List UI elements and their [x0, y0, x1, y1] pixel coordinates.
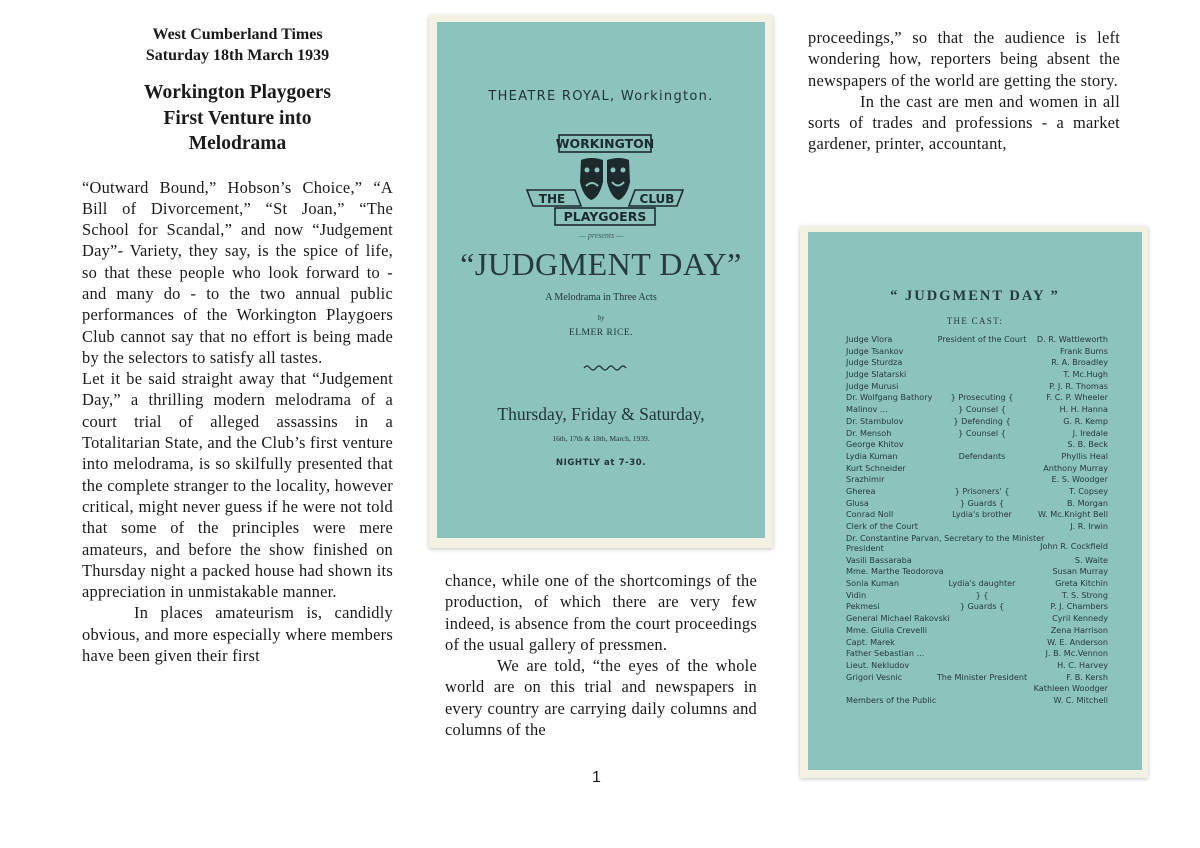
character-name: Kurt Schneider — [846, 462, 906, 473]
headline-line: First Venture into — [163, 107, 312, 129]
character-name: Judge Vlora — [846, 334, 893, 344]
character-name: Vasili Bassaraba — [846, 554, 912, 565]
cast-row — [846, 404, 1108, 416]
cast-row — [846, 625, 1108, 637]
character-role: } Prisoners' { — [954, 485, 1010, 496]
character-name: Lieut. Nekludov — [846, 659, 910, 670]
character-name: Glusa — [846, 497, 869, 508]
author-name: ELMER RICE. — [568, 328, 634, 338]
character-name: Sonia Kuman — [846, 578, 900, 589]
character-name: Judge Sturdza — [846, 357, 903, 368]
character-role: } Guards { — [959, 497, 1005, 508]
programme-cover-card — [437, 22, 765, 538]
cast-row — [846, 369, 1108, 381]
cast-row — [846, 601, 1108, 613]
actor-name: T. Copsey — [1069, 485, 1108, 496]
cast-row — [846, 590, 1108, 602]
character-role: The Minister President — [936, 671, 1028, 682]
cast-row — [846, 613, 1108, 625]
actor-name: D. R. Wattleworth — [1036, 334, 1108, 344]
play-subtitle: A Melodrama in Three Acts — [545, 292, 657, 303]
cast-row — [846, 566, 1108, 578]
cast-row — [846, 357, 1108, 369]
by-label: by — [597, 314, 605, 322]
actor-name: T. Mc.Hugh — [1063, 369, 1108, 380]
character-name: Judge Tsankov — [846, 345, 904, 356]
performance-days: Thursday, Friday & Saturday, — [497, 404, 705, 424]
actor-name: Kathleen Woodger — [1033, 683, 1108, 694]
character-role: } Prosecuting { — [950, 392, 1014, 403]
cast-row — [846, 463, 1108, 475]
character-role: } Guards { — [959, 601, 1005, 612]
character-name: General Michael Rakovski — [846, 613, 950, 624]
actor-name: John R. Cockfield — [1040, 540, 1108, 551]
character-name: Srazhimir — [846, 474, 885, 485]
character-role: } Defending { — [953, 415, 1011, 426]
actor-name: Susan Murray — [1052, 566, 1108, 577]
actor-name: S. B. Beck — [1067, 439, 1108, 450]
cast-row — [846, 672, 1108, 684]
character-name: Grigori Vesnic — [846, 671, 903, 682]
character-name: Dr. Mensoh — [846, 427, 892, 438]
playgoers-club-logo — [525, 132, 685, 236]
cast-row — [846, 695, 1108, 707]
character-role: Defendants — [958, 450, 1006, 461]
actor-name: W. Mc.Knight Bell — [1038, 509, 1108, 520]
cast-row — [846, 637, 1108, 649]
article-paragraph: In the cast are men and women in all sorts of trades and professions - a market gardener, printer, accountant, — [808, 91, 1120, 154]
cast-row — [846, 533, 1108, 555]
article-paragraph: “Outward Bound,” Hobson’s Choice,” “A Bill of Divorcement,” “St Joan,” “The School for Scandal,” and now “Judgement Day”- Variety, they say, is the spice of life, so that these people who look forward to - and many do - to the two annual public performances of the Workington Playgoers Club cannot say that no effort is being made by the selectors to satisfy all tastes. — [82, 177, 393, 367]
cast-row — [846, 439, 1108, 451]
article-paragraph: In places amateurism is, candidly obvious, and more especially where members have been given their first — [82, 603, 393, 666]
actor-name: H. C. Harvey — [1057, 659, 1108, 670]
cast-list-card — [808, 232, 1142, 770]
logo-bottom-text: PLAYGOERS — [563, 209, 647, 224]
logo-top-text: WORKINGTON — [555, 136, 655, 151]
actor-name: P. J. R. Thomas — [1049, 380, 1108, 391]
cast-row — [846, 498, 1108, 510]
squiggle-ornament-icon — [583, 364, 629, 372]
cast-row — [846, 346, 1108, 358]
actor-name: T. S. Strong — [1061, 589, 1108, 600]
character-role: Lydia's brother — [952, 509, 1012, 520]
actor-name: Anthony Murray — [1043, 462, 1108, 473]
cast-row — [846, 392, 1108, 404]
cast-row — [846, 474, 1108, 486]
actor-name: W. C. Mitchell — [1053, 694, 1108, 705]
theatre-masks-icon — [580, 158, 630, 200]
character-name: Vidin — [846, 589, 867, 600]
article-paragraph: chance, while one of the shortcomings of the production, of which there are very few indeed, is absence from the court proceedings of the usual gallery of pressmen. — [445, 571, 757, 654]
cast-row — [846, 486, 1108, 498]
performance-dates: 16th, 17th & 18th, March, 1939. — [552, 434, 650, 443]
actor-name: J. B. Mc.Vennon — [1045, 648, 1108, 659]
actor-name: S. Waite — [1074, 554, 1108, 565]
actor-name: F. C. P. Wheeler — [1046, 392, 1108, 403]
actor-name: J. Iredale — [1072, 427, 1108, 438]
cast-row — [846, 648, 1108, 660]
character-name: Lydia Kuman — [846, 450, 898, 461]
cast-heading: THE CAST: — [946, 316, 1004, 326]
character-name: Dr. Stambulov — [846, 415, 904, 426]
actor-name: G. R. Kemp — [1063, 415, 1108, 426]
character-role: } Counsel { — [958, 404, 1006, 415]
cast-rows — [846, 334, 1108, 707]
cast-row — [846, 683, 1108, 695]
cast-row — [846, 521, 1108, 533]
actor-name: B. Morgan — [1066, 497, 1108, 508]
character-role: President of the Court — [937, 334, 1027, 344]
actor-name: W. E. Anderson — [1047, 636, 1108, 647]
character-name: Dr. Constantine Parvan, Secretary to the Minister President — [846, 532, 1045, 553]
character-role: } Counsel { — [958, 427, 1006, 438]
cast-row — [846, 555, 1108, 567]
character-name: George Khitov — [846, 439, 904, 450]
actor-name: F. B. Kersh — [1066, 671, 1108, 682]
character-name: Capt. Marek — [846, 636, 895, 647]
article-column-1 — [82, 24, 393, 666]
character-name: Clerk of the Court — [846, 521, 918, 531]
actor-name: Greta Kitchin — [1055, 578, 1108, 589]
character-name: Members of the Public — [846, 694, 937, 705]
article-paragraph: proceedings,” so that the audience is left wondering how, reporters being absent the newspapers of the world are getting the story. — [808, 28, 1120, 90]
character-name: Gherea — [846, 485, 876, 496]
cast-row — [846, 451, 1108, 463]
character-name: Mme. Giulia Crevelli — [846, 624, 927, 635]
character-name: Father Sebastian ... — [846, 648, 925, 659]
article-column-3 — [808, 27, 1120, 155]
cast-row — [846, 334, 1108, 346]
character-name: Mme. Marthe Teodorova — [846, 566, 944, 577]
character-name: Pekmesi — [846, 601, 880, 612]
article-paragraph: We are told, “the eyes of the whole world are on this trial and newspapers in every country are carrying daily columns and columns of the — [445, 656, 757, 740]
cast-row — [846, 509, 1108, 521]
actor-name: H. H. Hanna — [1059, 404, 1108, 415]
actor-name: R. A. Broadley — [1051, 357, 1108, 368]
newspaper-date: Saturday 18th March 1939 — [145, 47, 330, 64]
logo-right-text: CLUB — [639, 192, 675, 206]
character-role: } { — [975, 589, 989, 600]
character-name: Conrad Noll — [846, 509, 894, 520]
cast-row — [846, 381, 1108, 393]
cast-row — [846, 660, 1108, 672]
character-name: Malinov ... — [846, 404, 888, 415]
logo-left-text: THE — [538, 192, 566, 206]
character-name: Dr. Wolfgang Bathory — [846, 392, 933, 403]
presents-label: — presents — — [578, 231, 624, 240]
character-name: Judge Slatarski — [846, 369, 907, 380]
actor-name: E. S. Woodger — [1051, 474, 1108, 485]
cast-row — [846, 428, 1108, 440]
article-paragraph: Let it be said straight away that “Judgement Day,” a thrilling modern melodrama of a court trial of alleged assassins in a Totalitarian State, and the Club’s first venture into melodrama, is so skilfully presented that the complete stranger to the locality, however critical, might never guess if he were not told that some of the principles were mere amateurs, and before the show finished on Thursday night a packed house had shown its appreciation in unmistakable manner. — [82, 369, 393, 602]
character-role: Lydia's daughter — [948, 578, 1016, 589]
actor-name: Frank Burns — [1060, 345, 1108, 356]
article-column-2 — [445, 570, 757, 740]
cast-row — [846, 578, 1108, 590]
cast-list-title: “ JUDGMENT DAY ” — [890, 288, 1060, 304]
headline-line: Melodrama — [188, 133, 287, 154]
page-number: 1 — [592, 769, 601, 786]
actor-name: Cyril Kennedy — [1052, 613, 1108, 624]
cast-list-sheet — [800, 226, 1148, 778]
play-title: “JUDGMENT DAY” — [460, 246, 742, 282]
cast-row — [846, 416, 1108, 428]
actor-name: J. R. Irwin — [1070, 521, 1108, 531]
actor-name: P. J. Chambers — [1050, 601, 1108, 612]
headline-line: Workington Playgoers — [144, 82, 331, 103]
programme-cover — [429, 15, 773, 548]
performance-time: NIGHTLY at 7-30. — [555, 458, 647, 468]
newspaper-name: West Cumberland Times — [152, 26, 323, 43]
theatre-name: THEATRE ROYAL, Workington. — [488, 89, 714, 104]
character-name: Judge Murusi — [846, 380, 899, 391]
actor-name: Phyllis Heal — [1061, 450, 1108, 461]
actor-name: Zena Harrison — [1050, 624, 1108, 635]
article-headline — [82, 80, 393, 157]
